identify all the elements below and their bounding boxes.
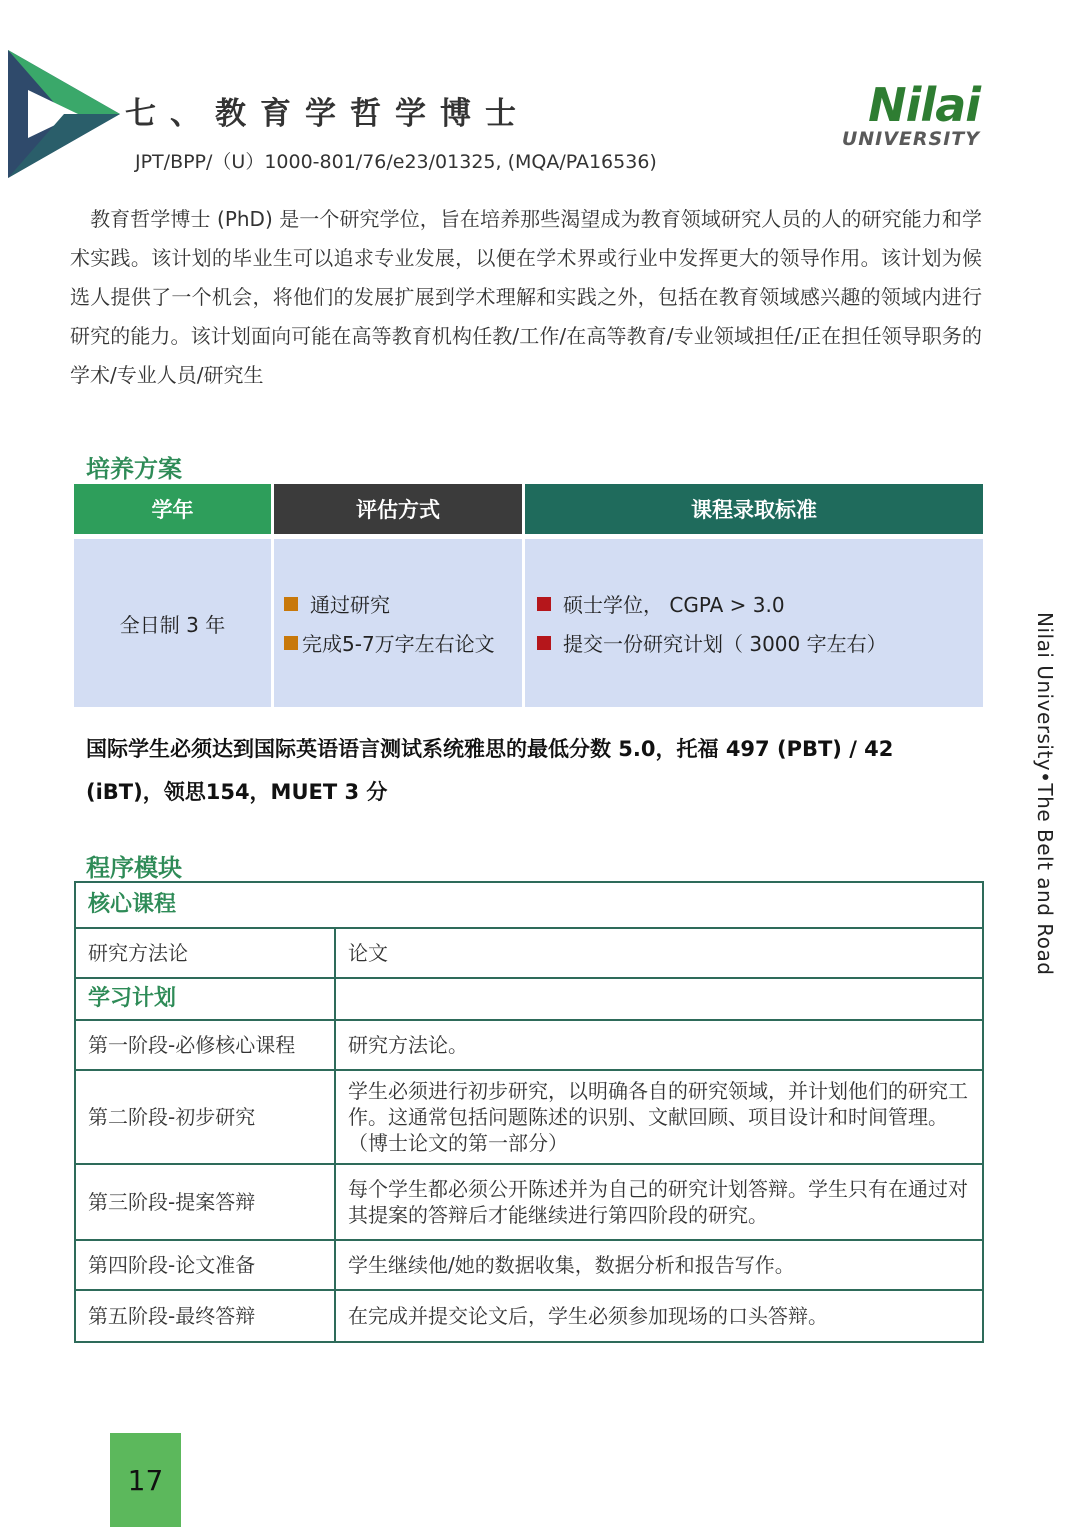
square-bullet-icon [537, 597, 551, 611]
side-caption: Nilai University•The Belt and Road [1033, 612, 1057, 976]
modules-heading: 程序模块 [86, 854, 182, 882]
intro-paragraph [70, 200, 982, 395]
core-cell-2: 论文 [335, 928, 983, 978]
assessment-item: 完成5-7万字左右论文 [302, 632, 495, 656]
stage-desc: 研究方法论。 [335, 1020, 983, 1070]
plan-empty-cell [335, 978, 983, 1020]
header-assessment: 评估方式 [273, 484, 524, 537]
stage-desc: 学生必须进行初步研究，以明确各自的研究领域，并计划他们的研究工作。这通常包括问题陈述的识别、文献回顾、项目设计和时间管理。（博士论文的第一部分） [335, 1070, 983, 1164]
stage-desc: 每个学生都必须公开陈述并为自己的研究计划答辩。学生只有在通过对其提案的答辩后才能继续进行第四阶段的研究。 [335, 1164, 983, 1240]
stage-desc: 学生继续他/她的数据收集，数据分析和报告写作。 [335, 1240, 983, 1290]
brand-sub: UNIVERSITY [841, 128, 980, 150]
square-bullet-icon [537, 636, 551, 650]
page-number: 17 [110, 1433, 181, 1527]
list-item [284, 589, 522, 618]
header-admission: 课程录取标准 [524, 484, 984, 537]
stage-name: 第三阶段-提案答辩 [75, 1164, 335, 1240]
training-heading: 培养方案 [86, 455, 182, 483]
square-bullet-icon [284, 636, 298, 650]
university-logo [841, 78, 980, 150]
header-year: 学年 [74, 484, 273, 537]
page-title: 七、教育学哲学博士 [125, 96, 530, 132]
admission-item: 提交一份研究计划（ 3000 字左右） [563, 632, 887, 656]
core-cell-1: 研究方法论 [75, 928, 335, 978]
list-item [537, 589, 983, 618]
year-cell: 全日制 3 年 [74, 537, 273, 708]
list-item [537, 628, 983, 657]
stage-name: 第四阶段-论文准备 [75, 1240, 335, 1290]
plan-heading: 学习计划 [75, 978, 335, 1020]
list-item [284, 628, 522, 657]
assessment-cell [273, 537, 524, 708]
modules-table [74, 881, 984, 1343]
admission-cell [524, 537, 984, 708]
assessment-item: 通过研究 [310, 593, 390, 617]
stage-name: 第五阶段-最终答辩 [75, 1290, 335, 1342]
stage-name: 第二阶段-初步研究 [75, 1070, 335, 1164]
brand-name: Nilai [868, 78, 980, 132]
admission-item: 硕士学位， CGPA > 3.0 [563, 593, 785, 617]
intro-text: 教育哲学博士 (PhD) 是一个研究学位，旨在培养那些渴望成为教育领域研究人员的人的研究能力和学术实践。该计划的毕业生可以追求专业发展，以便在学术界或行业中发挥更大的领导作用。该计划为候选人提供了一个机会，将他们的发展扩展到学术理解和实践之外，包括在教育领域感兴趣的领域内进行研究的能力。该计划面向可能在高等教育机构任教/工作/在高等教育/专业领域担任/正在担任领导职务的学术/专业人员/研究生 [70, 207, 982, 387]
stage-desc: 在完成并提交论文后，学生必须参加现场的口头答辩。 [335, 1290, 983, 1342]
program-code: JPT/BPP/（U）1000-801/76/e23/01325, (MQA/PA16536) [135, 151, 657, 173]
square-bullet-icon [284, 597, 298, 611]
training-table [74, 484, 983, 707]
play-triangle-logo-icon [8, 50, 120, 178]
stage-name: 第一阶段-必修核心课程 [75, 1020, 335, 1070]
core-heading: 核心课程 [75, 882, 983, 928]
language-requirement-note: 国际学生必须达到国际英语语言测试系统雅思的最低分数 5.0，托福 497 (PBT) / 42 (iBT)，领思154，MUET 3 分 [86, 737, 894, 804]
